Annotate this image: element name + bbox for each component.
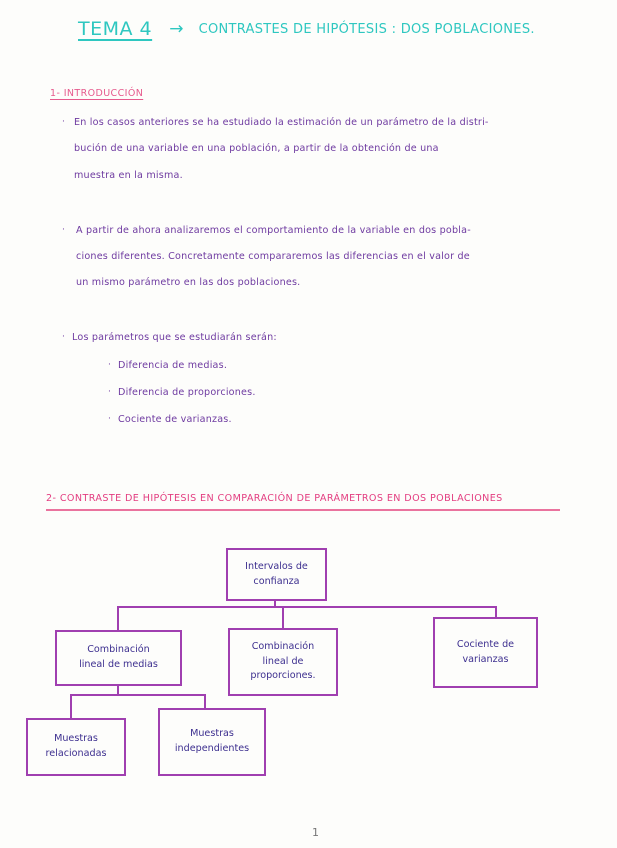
para2-line1: A partir de ahora analizaremos el comportamiento de la variable en dos pobla- <box>76 225 471 236</box>
bullet-icon: · <box>108 387 111 397</box>
para2-line3: un mismo parámetro en las dos poblaciones. <box>76 277 301 288</box>
bullet-icon: · <box>62 117 65 127</box>
diagram-root-box: Intervalos de confianza <box>226 548 327 601</box>
arrow-icon: → <box>169 19 184 39</box>
section-2-heading: 2- CONTRASTE DE HIPÓTESIS EN COMPARACIÓN DE PARÁMETROS EN DOS POBLACIONES <box>46 493 503 504</box>
heading-underline <box>46 509 560 511</box>
diagram-box-relacionadas: Muestras relacionadas <box>26 718 126 776</box>
para1-line1: En los casos anteriores se ha estudiado la estimación de un parámetro de la distri- <box>74 117 489 128</box>
bullet-icon: · <box>62 332 65 342</box>
list-item: Diferencia de proporciones. <box>118 387 256 398</box>
bullet-icon: · <box>108 360 111 370</box>
diagram-box-varianzas: Cociente de varianzas <box>433 617 538 688</box>
connector <box>495 606 497 617</box>
list-item: Cociente de varianzas. <box>118 414 232 425</box>
page-title <box>78 18 535 48</box>
para1-line3: muestra en la misma. <box>74 170 183 181</box>
diagram-box-medias: Combinación lineal de medias <box>55 630 182 686</box>
diagram-box-independientes: Muestras independientes <box>158 708 266 776</box>
title-tema: TEMA 4 <box>78 18 153 40</box>
connector <box>117 606 119 630</box>
title-subtitle: CONTRASTES DE HIPÓTESIS : DOS POBLACIONES. <box>198 21 535 37</box>
bullet-icon: · <box>108 414 111 424</box>
para1-line2: bución de una variable en una población, a partir de la obtención de una <box>74 143 439 154</box>
section-1-heading: 1- INTRODUCCIÓN <box>50 88 144 99</box>
connector <box>70 694 206 696</box>
para2-line2: ciones diferentes. Concretamente compararemos las diferencias en el valor de <box>76 251 470 262</box>
page-number: 1 <box>312 826 319 839</box>
connector <box>70 694 72 718</box>
connector <box>117 606 497 608</box>
connector <box>282 606 284 628</box>
para3-intro: Los parámetros que se estudiarán serán: <box>72 332 277 343</box>
bullet-icon: · <box>62 225 65 235</box>
list-item: Diferencia de medias. <box>118 360 228 371</box>
diagram-box-proporciones: Combinación lineal de proporciones. <box>228 628 338 696</box>
connector <box>204 694 206 708</box>
